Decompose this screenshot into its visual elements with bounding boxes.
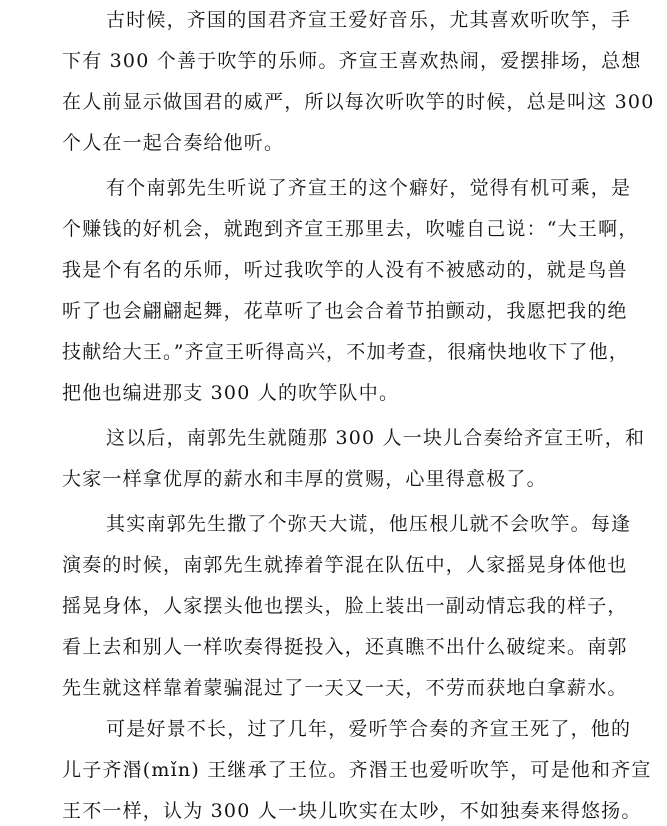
text-line: 可是好景不长，过了几年，爱听竽合奏的齐宣王死了，他的 [106, 718, 632, 740]
text-line: 看上去和别人一样吹奏得挺投入，还真瞧不出什么破绽来。南郭 [62, 636, 628, 658]
text-line: 听了也会翩翩起舞，花草听了也会合着节拍颤动，我愿把我的绝 [62, 300, 628, 322]
text-line: 个人在一起合奏给他听。 [62, 132, 285, 154]
text-line: 有个南郭先生听说了齐宣王的这个癖好，觉得有机可乘，是 [106, 177, 632, 199]
text-line: 技献给大王。”齐宣王听得高兴，不加考查，很痛快地收下了他， [62, 341, 630, 363]
text-line: 把他也编进那支 300 人的吹竽队中。 [62, 382, 400, 404]
text-line: 我是个有名的乐师，听过我吹竽的人没有不被感动的，就是鸟兽 [62, 259, 628, 281]
text-line: 先生就这样靠着蒙骗混过了一天又一天，不劳而获地白拿薪水。 [62, 677, 628, 699]
text-line: 摇晃身体，人家摆头他也摆头，脸上装出一副动情忘我的样子， [62, 595, 628, 617]
text-line: 演奏的时候，南郭先生就捧着竽混在队伍中，人家摇晃身体他也 [62, 554, 628, 576]
text-line: 其实南郭先生撒了个弥天大谎，他压根儿就不会吹竽。每逢 [106, 513, 632, 535]
text-line: 儿子齐湣(mǐn) 王继承了王位。齐湣王也爱听吹竽，可是他和齐宣 [62, 759, 652, 781]
text-line: 王不一样，认为 300 人一块儿吹实在太吵，不如独奏来得悠扬。 [62, 800, 642, 822]
text-line: 下有 300 个善于吹竽的乐师。齐宣王喜欢热闹，爱摆排场，总想 [62, 50, 642, 72]
text-line: 个赚钱的好机会，就跑到齐宣王那里去，吹嘘自己说：“大王啊， [62, 218, 639, 240]
text-line: 古时候，齐国的国君齐宣王爱好音乐，尤其喜欢听吹竽，手 [106, 9, 632, 31]
text-line: 这以后，南郭先生就随那 300 人一块儿合奏给齐宣王听，和 [106, 427, 646, 449]
text-line: 在人前显示做国君的威严，所以每次听吹竽的时候，总是叫这 300 [62, 91, 655, 113]
text-line: 大家一样拿优厚的薪水和丰厚的赏赐，心里得意极了。 [62, 468, 547, 490]
